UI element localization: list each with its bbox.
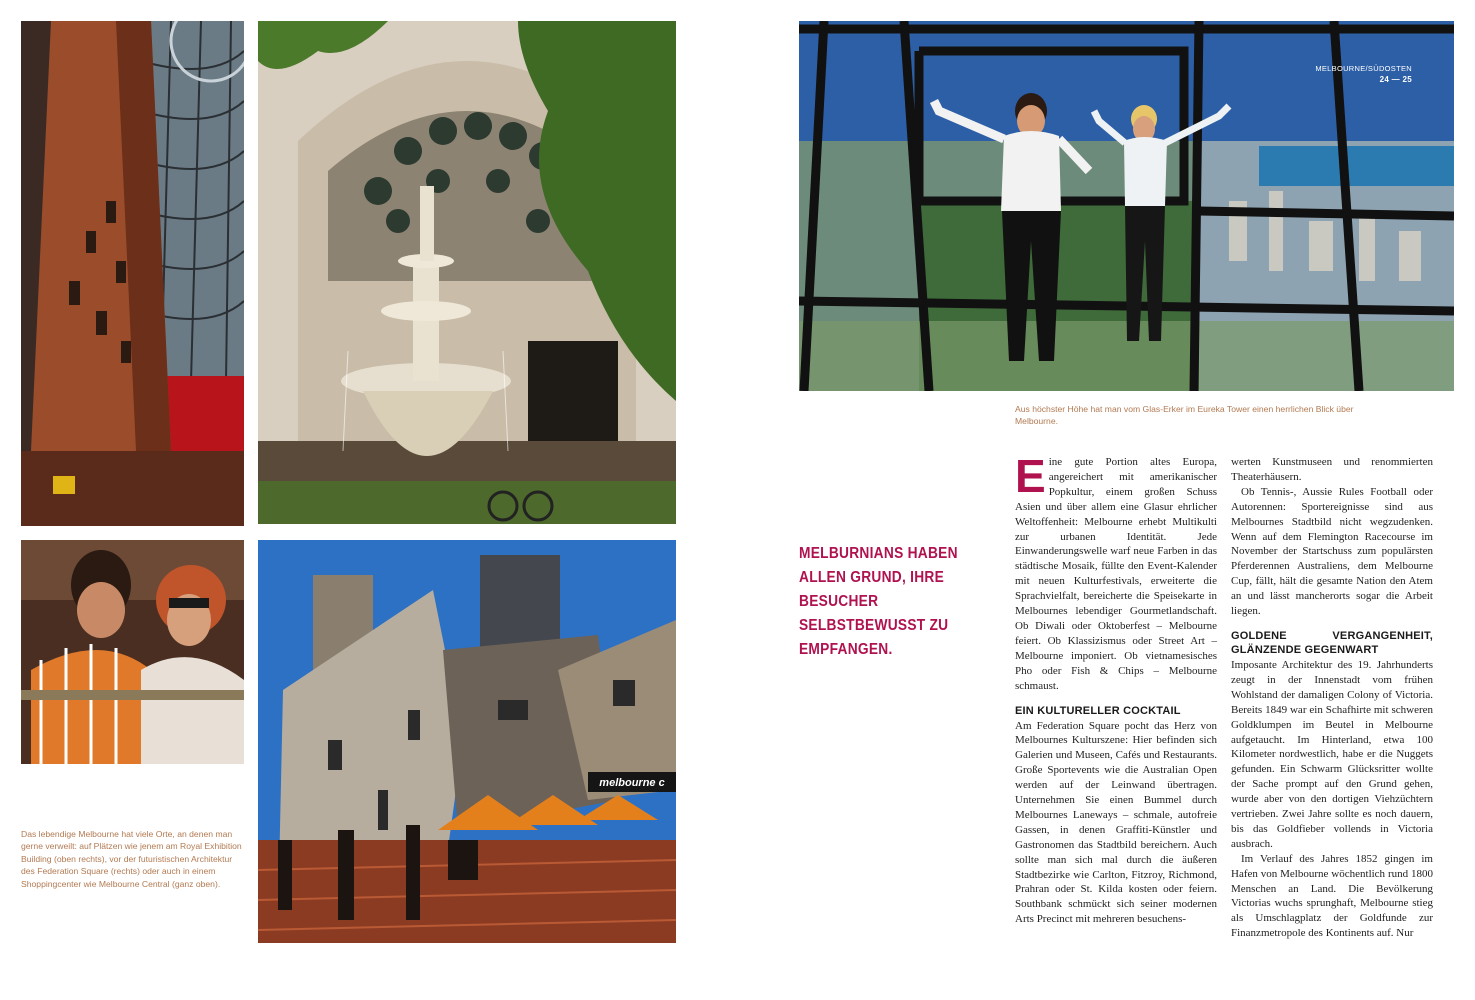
article-intro-paragraph [1015,450,1217,694]
article-paragraph: werten Kunstmuseen und renommierten Theaterhäusern. [1231,456,1433,483]
caption-left-page: Das lebendige Melbourne hat viele Orte, an denen man gerne verweilt: auf Plätzen wie jenem am Royal Exhibition Building (oben rechts), vor der futuristischen Architektur des Federation Square (rechts) oder auch in einem Shoppingcenter wie Melbourne Central (ganz oben). [21,829,242,889]
caption-eureka-tower: Aus höchster Höhe hat man vom Glas-Erker im Eureka Tower einen herrlichen Blick über Melbourne. [1015,404,1354,427]
folio [1315,63,1412,85]
article-paragraph: Imposante Architektur des 19. Jahrhunderts zeugt in der Innenstadt vom frühen Wohlstand der damaligen Colony of Victoria. Bereits 1849 war ein Schafhirte mit schweren Goldklumpen im Beutel in Melbourne aufgetaucht. Im Hinterland, etwa 100 Kilometer nordwestlich, habe er die Nuggets gefunden. Ein Schwarm Glücksritter wollte der Sache prompt auf den Grund gehen, wurde aber von den dortigen Viehzüchtern vertrieben. Zwei Jahre sollte es noch dauern, bis das Goldfieber vollends in Victoria ausbrach. [1231,658,1433,850]
photo-federation-square [258,540,676,943]
pull-quote: MELBURNIANS HABEN ALLEN GRUND, IHRE BESUCHER SELBSTBEWUSST ZU EMPFANGEN. [799,545,958,658]
article-column-1 [1015,450,1217,927]
article-paragraph: Am Federation Square pocht das Herz von Melbournes Kulturszene: Hier befinden sich Galerien und Museen, Cafés und Restaurants. Große Sportevents wie die Australian Open werden auf der Leinwand übertragen. Unternehmen Sie einen Bummel durch Melbournes Laneways – schmale, autofreie Gassen, in denen Graffiti-Künstler und Gastronomen das Stadtbild bereichern. Auch sollte man sich mal durch die äußeren Stadtbezirke wie Carlton, Fitzroy, Richmond, Prahran oder St. Kilda kosten oder feiern. Southbank schmückt sich seiner modernen Arts Precinct mit mehreren besuchens- [1015,719,1217,926]
article-column-2 [1231,455,1433,941]
page-numbers: 24 — 25 [1379,75,1412,84]
heading-goldene-vergangenheit: GOLDENE VERGANGENHEIT, GLÄNZENDE GEGENWART [1231,629,1433,656]
photo-royal-exhibition-building-fountain [258,21,676,524]
photo-melbourne-central-shot-tower [21,21,244,526]
folio-section: MELBOURNE/SÜDOSTEN [1315,64,1412,73]
article-paragraph: Im Verlauf des Jahres 1852 gingen im Hafen von Melbourne wöchentlich rund 1800 Menschen an Land. Die Bevölkerung Victorias wuchs sprunghaft, Melbourne stieg als Umschlagplatz der Goldfunde zur Finanzmetropole des Kontinents auf. Nur [1231,852,1433,940]
photo-couple-cafe [21,540,244,764]
photo-eureka-tower-skydeck [799,21,1454,391]
article-intro-text: ine gute Portion altes Europa, angereichert mit amerikanischer Popkultur, einem großen Schuss Asien und über allem eine Glasur ehrlicher Weltoffenheit: Melbourne erhebt Multikulti zur urbanen Identität. Jede Einwanderungswelle warf neue Farben in das städtische Mosaik, füllte den Event-Kalender mit neuen Kulturfestivals, erweiterte die Sprachvielfalt, bereicherte die Speisekarte in Melbournes lebendiger Gourmetlandschaft. Ob Diwali oder Oktoberfest – Melbourne feiert. Ob Klassizismus oder Street Art – Melbourne imponiert. Ob vietnamesisches Pho oder Fish & Chips – Melbourne schmaust. [1015,456,1217,692]
melbourne-central-sign-text: melbourne c [599,777,665,789]
article-paragraph: Ob Tennis-, Aussie Rules Football oder Autorennen: Sportereignisse sind aus Melbournes Stadtbild nicht wegzudenken. Wenn auf dem Flemington Racecourse im November der Startschuss zum populärsten Pferderennen Australiens, dem Melbourne Cup, fällt, hält die gesamte Nation den Atem an und lässt mancherorts sogar die Arbeit liegen. [1231,485,1433,618]
heading-kultureller-cocktail: EIN KULTURELLER COCKTAIL [1015,704,1181,717]
drop-cap: E [1015,450,1046,502]
